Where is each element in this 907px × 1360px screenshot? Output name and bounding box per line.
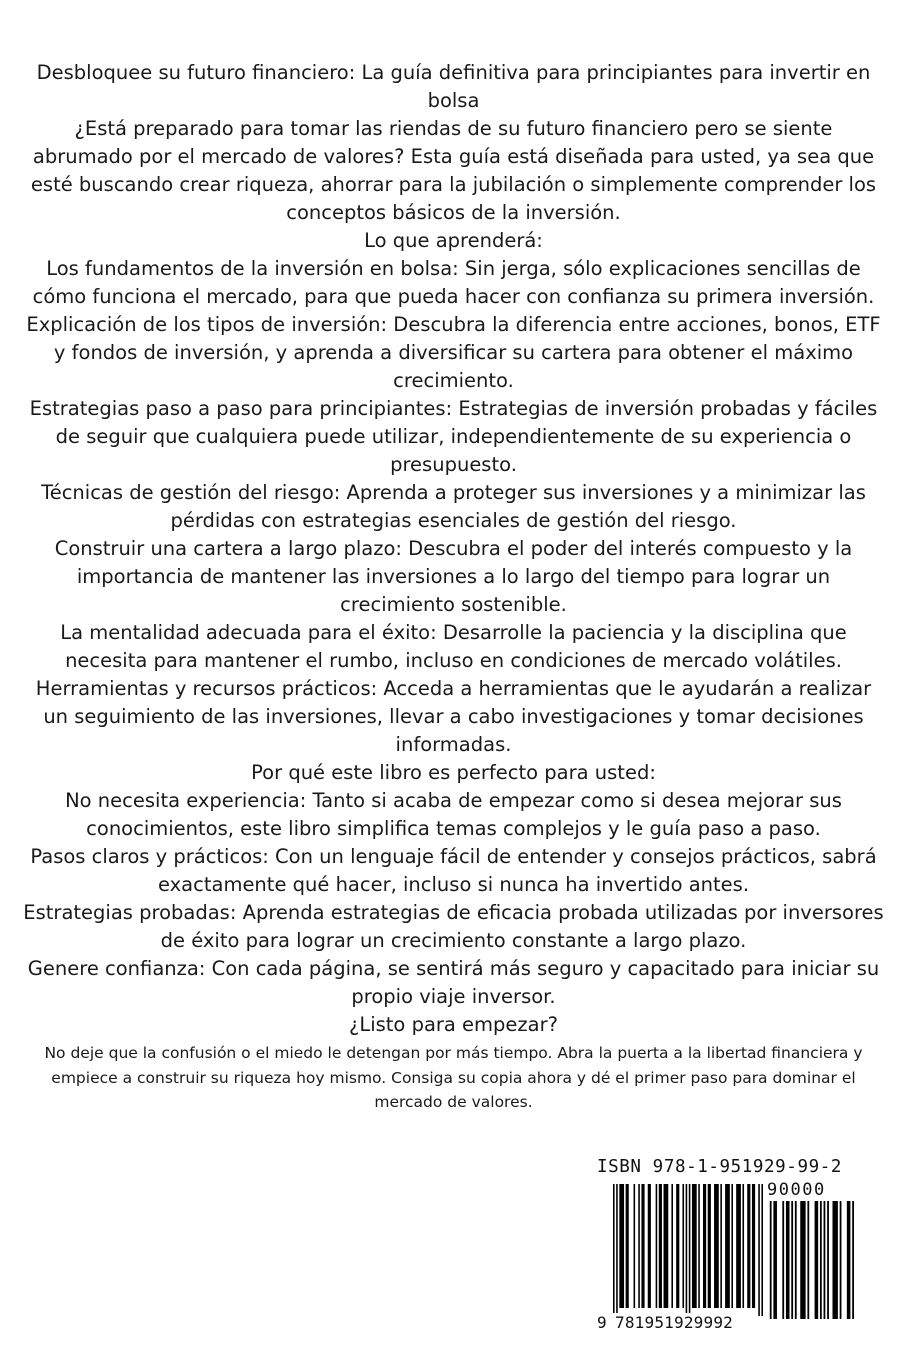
barcode-bar: [664, 1184, 669, 1308]
barcode-bar: [742, 1184, 744, 1308]
feature-paragraph: Técnicas de gestión del riesgo: Aprenda a proteger sus inversiones y a minimizar las pérdidas con estrategias esenciales de gestión del riesgo.: [41, 481, 866, 532]
addon-barcode-bar: [786, 1201, 790, 1319]
addon-barcode-bar: [815, 1201, 819, 1319]
ean13-barcode-bars: [613, 1184, 763, 1316]
barcode-bar: [659, 1184, 662, 1308]
barcode-guard-bar: [689, 1184, 691, 1316]
barcode-guard-bar: [613, 1184, 615, 1316]
addon-barcode-bar: [782, 1201, 784, 1319]
barcode-bar: [626, 1184, 629, 1308]
barcode-bar: [708, 1184, 711, 1308]
addon-barcode-bars: [768, 1201, 854, 1319]
barcode-bar: [747, 1184, 750, 1308]
addon-barcode-bar: [852, 1201, 854, 1319]
barcode-bar: [714, 1184, 719, 1308]
back-cover-text: [22, 59, 885, 1115]
addon-barcode-bar: [820, 1201, 822, 1319]
benefit-paragraph: Genere confianza: Con cada página, se sentirá más seguro y capacitado para iniciar su propio viaje inversor.: [27, 957, 880, 1008]
isbn-label: ISBN 978-1-951929-99-2: [597, 1157, 842, 1177]
addon-barcode-bar: [791, 1201, 793, 1319]
barcode-bar: [698, 1184, 700, 1308]
barcode-guard-bar: [761, 1184, 763, 1316]
barcode-bar: [720, 1184, 722, 1308]
barcode-bar: [752, 1184, 755, 1308]
addon-barcode-bar: [824, 1201, 826, 1319]
addon-barcode-bar: [847, 1201, 851, 1319]
feature-paragraph: Explicación de los tipos de inversión: Descubra la diferencia entre acciones, bonos, ETF y fondos de inversión, y aprenda a diversificar su cartera para obtener el máximo crecimiento.: [26, 313, 881, 392]
addon-barcode-bar: [833, 1201, 838, 1319]
barcode-bar: [731, 1184, 733, 1308]
feature-paragraph: Los fundamentos de la inversión en bolsa: Sin jerga, sólo explicaciones sencillas de cómo funciona el mercado, para que pueda hacer con confianza su primera inversión.: [32, 257, 875, 308]
call-to-action-heading: ¿Listo para empezar?: [349, 1013, 558, 1036]
barcode-bar: [736, 1184, 741, 1308]
addon-barcode-bar: [770, 1201, 772, 1319]
feature-paragraph: Construir una cartera a largo plazo: Descubra el poder del interés compuesto y la importancia de mantener las inversiones a lo largo del tiempo para lograr un crecimiento sostenible.: [54, 537, 853, 616]
barcode-guard-bar: [616, 1184, 618, 1316]
barcode-bar: [703, 1184, 706, 1308]
barcode-bar: [638, 1184, 640, 1308]
feature-paragraph: Herramientas y recursos prácticos: Acceda a herramientas que le ayudarán a realizar un seguimiento de las inversiones, llevar a cabo investigaciones y tomar decisiones informadas.: [35, 677, 872, 756]
intro-paragraph: ¿Está preparado para tomar las riendas de su futuro financiero pero se siente abrumado por el mercado de valores? Esta guía está diseñada para usted, ya sea que esté buscando crear riqueza, ahorrar para la jubilación o simplemente comprender los conceptos básicos de la inversión.: [30, 117, 877, 224]
section-heading-learn: Lo que aprenderá:: [364, 229, 543, 252]
barcode-guard-bar: [758, 1184, 760, 1316]
price-addon-code: 90000: [767, 1180, 826, 1200]
benefit-paragraph: Estrategias probadas: Aprenda estrategias de eficacia probada utilizadas por inversores de éxito para lograr un crecimiento constante a largo plazo.: [23, 901, 884, 952]
barcode-bar: [656, 1184, 658, 1308]
barcode-bar: [619, 1184, 624, 1308]
barcode-bar: [641, 1184, 644, 1308]
isbn-barcode: [597, 1157, 857, 1347]
closing-paragraph: No deje que la confusión o el miedo le detengan por más tiempo. Abra la puerta a la libertad financiera y empiece a construir su riqueza hoy mismo. Consiga su copia ahora y dé el primer paso para dominar el mercado de valores.: [44, 1044, 863, 1111]
feature-paragraph: Estrategias paso a paso para principiantes: Estrategias de inversión probadas y fáciles de seguir que cualquiera puede utilizar, independientemente de su experiencia o presupuesto.: [29, 397, 878, 476]
barcode-bar: [671, 1184, 673, 1308]
addon-barcode-bar: [827, 1201, 829, 1319]
addon-barcode-bar: [795, 1201, 797, 1319]
addon-barcode-bar: [800, 1201, 805, 1319]
ean13-first-digit: 9: [597, 1313, 607, 1332]
barcode-guard-bar: [686, 1184, 688, 1316]
barcode-bar: [692, 1184, 697, 1308]
barcode-bar: [725, 1184, 730, 1308]
barcode-bar: [682, 1184, 684, 1308]
ean13-digit-groups: 781951929992: [615, 1313, 733, 1332]
book-title-line: Desbloquee su futuro financiero: La guía definitiva para principiantes para invertir en bolsa: [36, 61, 871, 112]
benefit-paragraph: No necesita experiencia: Tanto si acaba de empezar como si desea mejorar sus conocimientos, este libro simplifica temas complejos y le guía paso a paso.: [65, 789, 842, 840]
barcode-bar: [648, 1184, 651, 1308]
section-heading-why: Por qué este libro es perfecto para usted:: [251, 761, 656, 784]
benefit-paragraph: Pasos claros y prácticos: Con un lenguaje fácil de entender y consejos prácticos, sabrá exactamente qué hacer, incluso si nunca ha invertido antes.: [30, 845, 877, 896]
barcode-bar: [634, 1184, 636, 1308]
addon-barcode-bar: [807, 1201, 809, 1319]
addon-barcode-bar: [773, 1201, 777, 1319]
addon-barcode-bar: [840, 1201, 842, 1319]
barcode-bar: [676, 1184, 679, 1308]
feature-paragraph: La mentalidad adecuada para el éxito: Desarrolle la paciencia y la disciplina que necesita para mantener el rumbo, incluso en condiciones de mercado volátiles.: [60, 621, 847, 672]
